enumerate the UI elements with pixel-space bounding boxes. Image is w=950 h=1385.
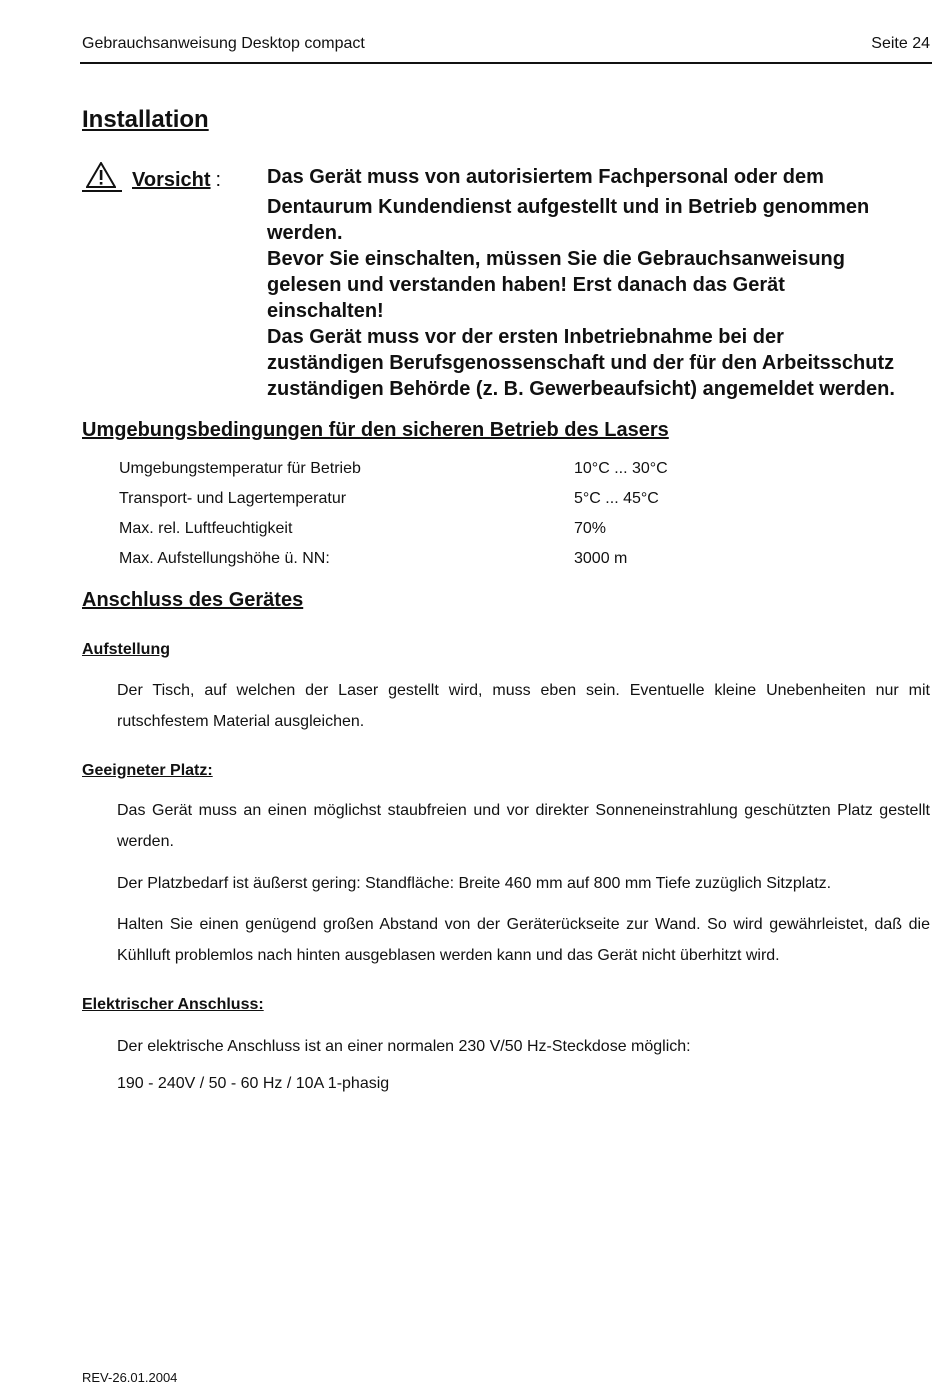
electrical-heading: Elektrischer Anschluss: xyxy=(82,996,264,1013)
environment-value: 10°C ... 30°C xyxy=(574,460,668,477)
environment-label: Transport- und Lagertemperatur xyxy=(119,490,347,507)
electrical-paragraph-1: Der elektrische Anschluss ist an einer normalen 230 V/50 Hz-Steckdose möglich: xyxy=(117,1038,691,1055)
environment-label: Max. rel. Luftfeuchtigkeit xyxy=(119,520,293,537)
environment-row xyxy=(119,514,668,544)
environment-heading: Umgebungsbedingungen für den sicheren Betrieb des Lasers xyxy=(82,419,669,441)
location-paragraph-2: Der Platzbedarf ist äußerst gering: Standfläche: Breite 460 mm auf 800 mm Tiefe zuzüglich Sitzplatz. xyxy=(117,875,832,892)
location-paragraph-3: Halten Sie einen genügend großen Abstand von der Geräterückseite zur Wand. So wird gewährleistet, daß die Kühlluft problemlos nach hinten ausgeblasen werden kann und das Gerät nicht überhitzt wird. xyxy=(117,916,930,964)
environment-row xyxy=(119,454,668,484)
environment-value: 70% xyxy=(574,520,607,537)
warning-line: werden. xyxy=(267,222,343,244)
environment-row xyxy=(119,484,668,514)
warning-label: Vorsicht xyxy=(132,169,211,191)
warning-line: Das Gerät muss vor der ersten Inbetriebnahme bei der xyxy=(267,326,784,348)
warning-line: Dentaurum Kundendienst aufgestellt und in Betrieb genommen xyxy=(267,196,870,218)
warning-line: gelesen und verstanden haben! Erst danach das Gerät xyxy=(267,274,785,296)
warning-line: Das Gerät muss von autorisiertem Fachpersonal oder dem xyxy=(267,166,824,188)
warning-text xyxy=(267,164,932,402)
setup-heading: Aufstellung xyxy=(82,641,170,658)
environment-row xyxy=(119,544,668,574)
page-number: Seite 24 xyxy=(871,35,930,52)
environment-value: 5°C ... 45°C xyxy=(574,490,659,507)
electrical-paragraph-2: 190 - 240V / 50 - 60 Hz / 10A 1-phasig xyxy=(117,1075,390,1092)
header-title: Gebrauchsanweisung Desktop compact xyxy=(82,35,365,52)
connection-heading: Anschluss des Gerätes xyxy=(82,589,304,611)
environment-label: Umgebungstemperatur für Betrieb xyxy=(119,460,361,477)
warning-line: zuständigen Behörde (z. B. Gewerbeaufsicht) angemeldet werden. xyxy=(267,378,895,400)
environment-value: 3000 m xyxy=(574,550,628,567)
warning-line: zuständigen Berufsgenossenschaft und der für den Arbeitsschutz xyxy=(267,352,895,374)
revision-footer: REV-26.01.2004 xyxy=(82,1370,178,1385)
warning-line: einschalten! xyxy=(267,300,384,322)
environment-label: Max. Aufstellungshöhe ü. NN: xyxy=(119,550,330,567)
warning-triangle-icon xyxy=(82,162,122,192)
environment-table xyxy=(119,454,668,574)
header-divider xyxy=(80,62,932,64)
warning-colon: : xyxy=(215,169,222,191)
location-heading: Geeigneter Platz: xyxy=(82,762,213,779)
warning-label-group xyxy=(82,162,221,192)
location-paragraph-1: Das Gerät muss an einen möglichst staubfreien und vor direkter Sonneneinstrahlung geschützten Platz gestellt werden. xyxy=(117,802,930,850)
section-title: Installation xyxy=(82,106,209,133)
warning-line: Bevor Sie einschalten, müssen Sie die Gebrauchsanweisung xyxy=(267,248,845,270)
setup-paragraph: Der Tisch, auf welchen der Laser gestellt wird, muss eben sein. Eventuelle kleine Unebenheiten nur mit rutschfestem Material ausgleichen. xyxy=(117,682,930,730)
